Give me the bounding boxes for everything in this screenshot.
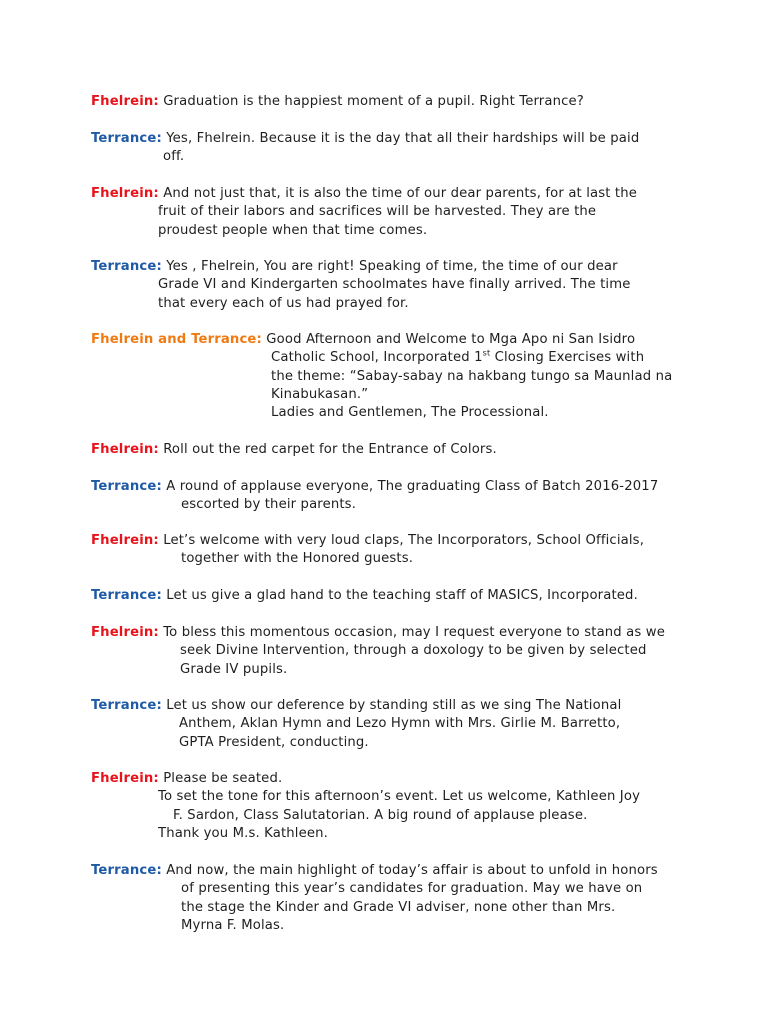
ordinal-suffix: st [482, 348, 491, 358]
speaker-label: Fhelrein: [91, 186, 159, 201]
dialogue-text: Anthem, Aklan Hymn and Lezo Hymn with Mrs. Girlie M. Barretto, [179, 716, 621, 732]
dialogue-text: To set the tone for this afternoon’s event. Let us welcome, Kathleen Joy [158, 789, 641, 805]
speaker-label: Fhelrein: [91, 533, 159, 548]
dialogue-text: Good Afternoon and Welcome to Mga Apo ni San Isidro [266, 332, 636, 347]
script-entry [91, 478, 728, 515]
script-entry [91, 93, 728, 111]
dialogue-text: Let us show our deference by standing still as we sing The National [166, 698, 622, 713]
dialogue-text: Thank you M.s. Kathleen. [158, 825, 328, 841]
speaker-label: Terrance: [91, 131, 162, 146]
dialogue-text: fruit of their labors and sacrifices will be harvested. They are the [158, 204, 597, 220]
dialogue-text: F. Sardon, Class Salutatorian. A big round of applause please. [173, 807, 588, 823]
dialogue-text: A round of applause everyone, The graduating Class of Batch 2016-2017 [166, 479, 659, 494]
script-entry [91, 587, 728, 605]
dialogue-text: proudest people when that time comes. [158, 222, 428, 238]
dialogue-text: Yes , Fhelrein, You are right! Speaking of time, the time of our dear [166, 259, 618, 274]
dialogue-text: And now, the main highlight of today’s affair is about to unfold in honors [166, 863, 658, 878]
dialogue-text: Kinabukasan.” [271, 386, 369, 402]
script-entry [91, 441, 728, 459]
dialogue-text: To bless this momentous occasion, may I request everyone to stand as we [163, 625, 665, 640]
dialogue-text: that every each of us had prayed for. [158, 295, 409, 311]
speaker-label: Fhelrein: [91, 771, 159, 786]
script-entry [91, 770, 728, 843]
script-entry [91, 331, 728, 422]
dialogue-text: GPTA President, conducting. [179, 734, 369, 750]
dialogue-text: Let us give a glad hand to the teaching staff of MASICS, Incorporated. [166, 588, 638, 603]
speaker-label: Fhelrein: [91, 94, 159, 109]
speaker-label: Fhelrein: [91, 442, 159, 457]
script-entry [91, 130, 728, 167]
speaker-label: Terrance: [91, 863, 162, 878]
dialogue-text: off. [163, 149, 185, 165]
speaker-label: Fhelrein and Terrance: [91, 332, 262, 347]
dialogue-text: Catholic School, Incorporated 1 [271, 350, 483, 366]
dialogue-text: the theme: “Sabay-sabay na hakbang tungo sa Maunlad na [271, 368, 673, 384]
script-entry [91, 185, 728, 240]
speaker-label: Terrance: [91, 479, 162, 494]
dialogue-text: Roll out the red carpet for the Entrance of Colors. [163, 442, 497, 457]
dialogue-text: Myrna F. Molas. [181, 917, 285, 933]
dialogue-text: escorted by their parents. [181, 497, 357, 513]
speaker-label: Terrance: [91, 259, 162, 274]
dialogue-text: Let’s welcome with very loud claps, The Incorporators, School Officials, [163, 533, 645, 548]
dialogue-text: the stage the Kinder and Grade VI adviser, none other than Mrs. [181, 899, 616, 915]
script-entry [91, 697, 728, 752]
dialogue-text: Yes, Fhelrein. Because it is the day that all their hardships will be paid [166, 131, 640, 146]
dialogue-text: of presenting this year’s candidates for graduation. May we have on [181, 881, 643, 897]
speaker-label: Terrance: [91, 698, 162, 713]
dialogue-text: Grade VI and Kindergarten schoolmates have finally arrived. The time [158, 277, 631, 293]
dialogue-text: seek Divine Intervention, through a doxology to be given by selected [180, 643, 647, 659]
dialogue-text: Graduation is the happiest moment of a pupil. Right Terrance? [163, 94, 584, 109]
script-entry [91, 624, 728, 679]
script-entry [91, 532, 728, 569]
dialogue-text: together with the Honored guests. [181, 551, 414, 567]
script-entry [91, 862, 728, 935]
dialogue-text: Grade IV pupils. [180, 661, 288, 677]
dialogue-text: Please be seated. [163, 771, 283, 786]
speaker-label: Terrance: [91, 588, 162, 603]
dialogue-text: Closing Exercises with [490, 350, 645, 366]
script-entry [91, 258, 728, 313]
dialogue-text: Ladies and Gentlemen, The Processional. [271, 405, 549, 421]
speaker-label: Fhelrein: [91, 625, 159, 640]
dialogue-text: And not just that, it is also the time of our dear parents, for at last the [163, 186, 638, 201]
